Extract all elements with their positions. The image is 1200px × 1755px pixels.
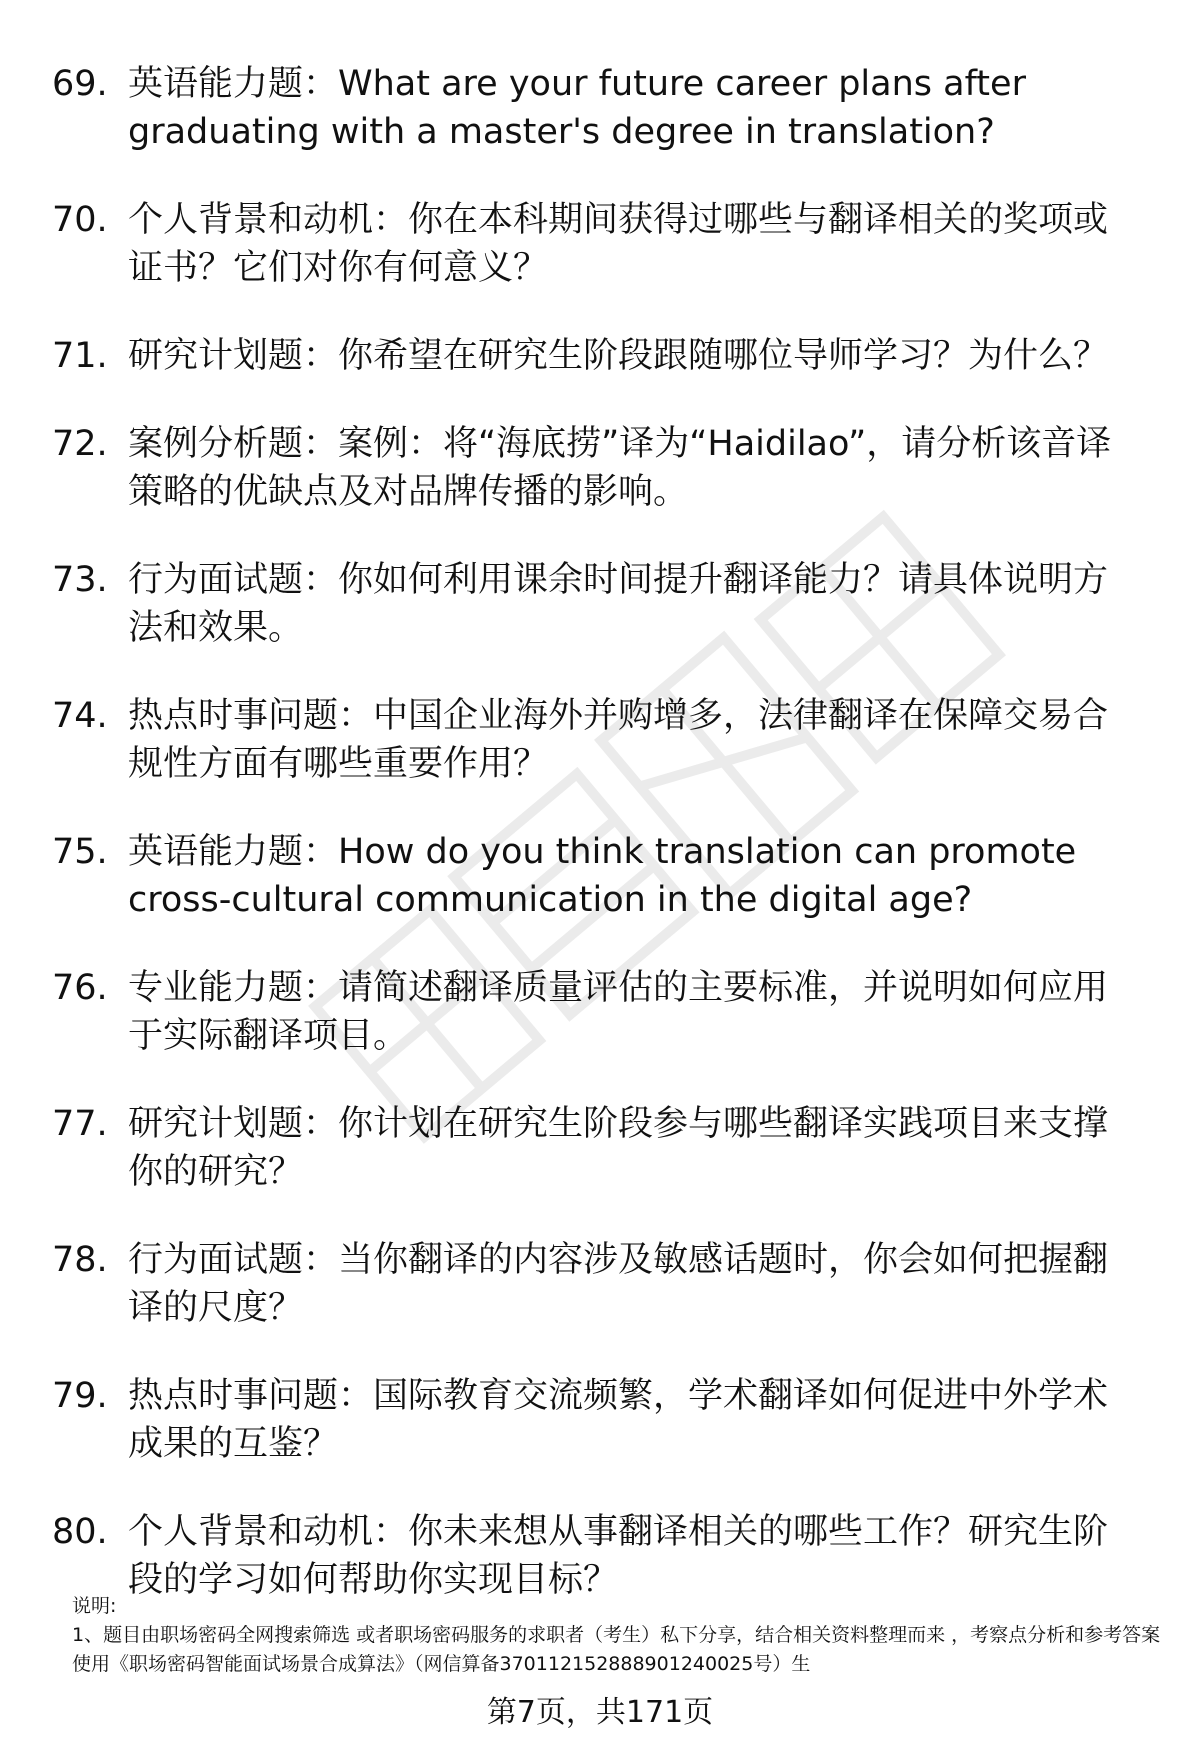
question-number: 71. xyxy=(52,336,108,376)
question-number: 78. xyxy=(52,1240,108,1280)
question-item xyxy=(0,1372,1200,1468)
question-item xyxy=(0,964,1200,1060)
question-number: 69. xyxy=(52,64,108,104)
question-text: 英语能力题：How do you think translation can promote cross-cultural communication in the digital age? xyxy=(128,832,1077,920)
question-list xyxy=(0,60,1200,1644)
question-number: 73. xyxy=(52,560,108,600)
question-text: 个人背景和动机：你在本科期间获得过哪些与翻译相关的奖项或证书？它们对你有何意义？ xyxy=(128,200,1109,288)
question-text: 热点时事问题：国际教育交流频繁，学术翻译如何促进中外学术成果的互鉴？ xyxy=(128,1376,1109,1464)
question-text: 研究计划题：你计划在研究生阶段参与哪些翻译实践项目来支撑你的研究？ xyxy=(128,1104,1109,1192)
question-text: 热点时事问题：中国企业海外并购增多，法律翻译在保障交易合规性方面有哪些重要作用？ xyxy=(128,696,1109,784)
question-text: 研究计划题：你希望在研究生阶段跟随哪位导师学习？为什么？ xyxy=(128,336,1109,376)
question-item xyxy=(0,332,1200,380)
question-item xyxy=(0,828,1200,924)
notes-line-1: 1、题目由职场密码全网搜索筛选 或者职场密码服务的求职者（考生）私下分享，结合相关资料整理而来 ，考察点分析和参考答案使用《职场密码智能面试场景合成算法》（网信算备37011215288890124002​5号）生 xyxy=(72,1624,1161,1675)
question-item xyxy=(0,1100,1200,1196)
question-item xyxy=(0,196,1200,292)
question-text: 专业能力题：请简述翻译质量评估的主要标准，并说明如何应用于实际翻译项目。 xyxy=(128,968,1109,1056)
question-number: 77. xyxy=(52,1104,108,1144)
question-item xyxy=(0,1508,1200,1604)
question-item xyxy=(0,60,1200,156)
notes-heading: 说明: xyxy=(72,1595,117,1617)
question-text: 英语能力题：What are your future career plans after graduating with a master's degree in translation? xyxy=(128,64,1026,152)
question-number: 80. xyxy=(52,1512,108,1552)
question-text: 个人背景和动机：你未来想从事翻译相关的哪些工作？研究生阶段的学习如何帮助你实现目标？ xyxy=(128,1512,1109,1600)
notes-section xyxy=(72,1592,1162,1679)
question-number: 76. xyxy=(52,968,108,1008)
question-text: 案例分析题：案例：将“海底捞”译为“Haidilao”，请分析该音译策略的优缺点及对品牌传播的影响。 xyxy=(128,424,1112,512)
question-text: 行为面试题：你如何利用课余时间提升翻译能力？请具体说明方法和效果。 xyxy=(128,560,1109,648)
question-item xyxy=(0,420,1200,516)
question-number: 79. xyxy=(52,1376,108,1416)
page-number: 第7页，共171页 xyxy=(486,1695,714,1730)
question-number: 72. xyxy=(52,424,108,464)
question-item xyxy=(0,556,1200,652)
question-text: 行为面试题：当你翻译的内容涉及敏感话题时，你会如何把握翻译的尺度？ xyxy=(128,1240,1109,1328)
question-number: 70. xyxy=(52,200,108,240)
question-item xyxy=(0,1236,1200,1332)
question-item xyxy=(0,692,1200,788)
question-number: 75. xyxy=(52,832,108,872)
question-number: 74. xyxy=(52,696,108,736)
